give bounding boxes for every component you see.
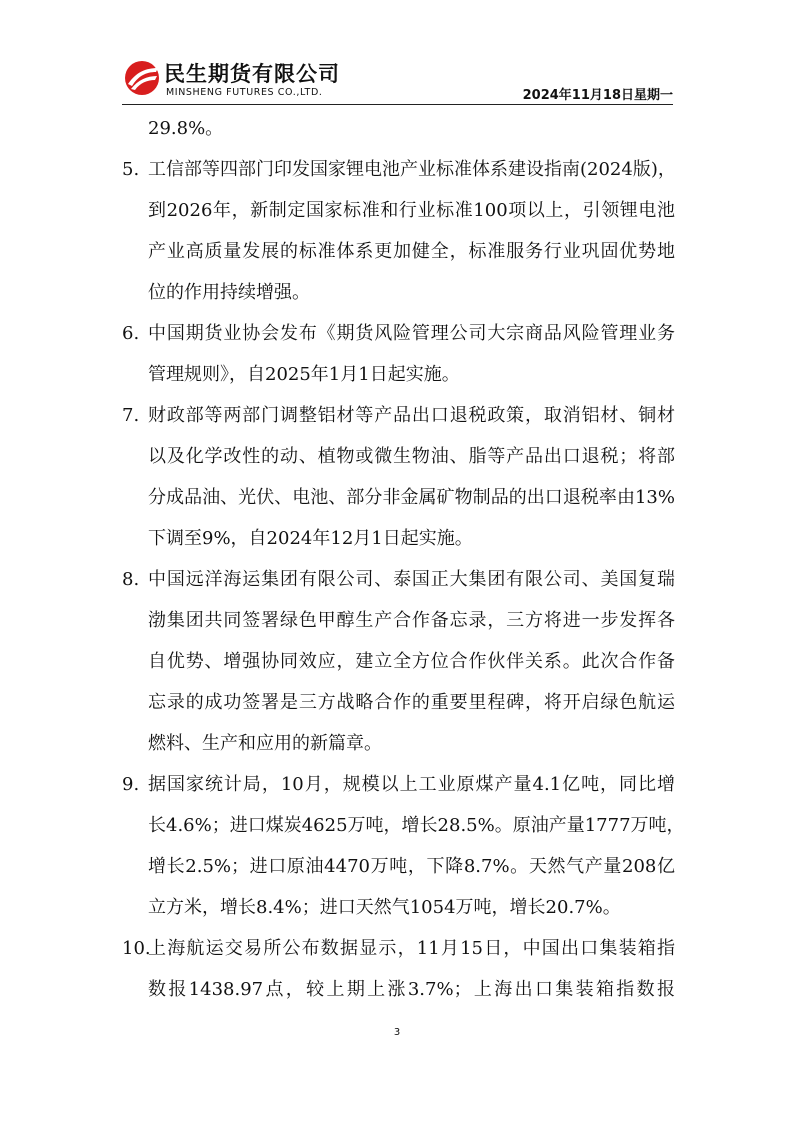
item-line: 下调至9%，自2024年12月1日起实施。 bbox=[148, 528, 473, 549]
list-item bbox=[122, 108, 675, 149]
item-line: 数报1438.97点，较上期上涨3.7%；上海出口集装箱指数报 bbox=[148, 979, 675, 1000]
item-line: 渤集团共同签署绿色甲醇生产合作备忘录，三方将进一步发挥各 bbox=[148, 610, 675, 631]
list-item bbox=[122, 149, 675, 190]
item-line: 中国远洋海运集团有限公司、泰国正大集团有限公司、美国复瑞 bbox=[148, 569, 675, 590]
report-date: 2024年11月18日星期一 bbox=[522, 88, 673, 103]
item-number: 8. bbox=[122, 569, 140, 590]
company-logo bbox=[122, 56, 362, 102]
item-line: 中国期货业协会发布《期货风险管理公司大宗商品风险管理业务 bbox=[148, 323, 675, 344]
item-line: 以及化学改性的动、植物或微生物油、脂等产品出口退税；将部 bbox=[148, 446, 675, 467]
item-line: 财政部等两部门调整铝材等产品出口退税政策，取消铝材、铜材 bbox=[148, 405, 675, 426]
item-line: 上海航运交易所公布数据显示，11月15日，中国出口集装箱指 bbox=[148, 938, 675, 959]
item-number: 10. bbox=[122, 938, 151, 959]
item-line: 自优势、增强协同效应，建立全方位合作伙伴关系。此次合作备 bbox=[148, 651, 675, 672]
list-item bbox=[122, 395, 675, 436]
item-line: 立方米，增长8.4%；进口天然气1054万吨，增长20.7%。 bbox=[148, 897, 621, 918]
item-line: 增长2.5%；进口原油4470万吨，下降8.7%。天然气产量208亿 bbox=[148, 856, 675, 877]
item-line: 位的作用持续增强。 bbox=[148, 282, 310, 303]
list-item bbox=[122, 559, 675, 600]
item-line: 据国家统计局，10月，规模以上工业原煤产量4.1亿吨，同比增 bbox=[148, 774, 675, 795]
minsheng-logo-icon bbox=[122, 58, 162, 98]
item-line: 产业高质量发展的标准体系更加健全，标准服务行业巩固优势地 bbox=[148, 241, 675, 262]
item-number: 5. bbox=[122, 159, 140, 180]
company-name-cn: 民生期货有限公司 bbox=[164, 62, 340, 86]
list-item bbox=[122, 928, 675, 969]
item-number: 7. bbox=[122, 405, 140, 426]
page-number: 3 bbox=[393, 1027, 401, 1038]
list-item bbox=[122, 764, 675, 805]
item-line: 分成品油、光伏、电池、部分非金属矿物制品的出口退税率由13% bbox=[148, 487, 675, 508]
list-item bbox=[122, 313, 675, 354]
item-line: 管理规则》，自2025年1月1日起实施。 bbox=[148, 364, 460, 385]
item-line: 燃料、生产和应用的新篇章。 bbox=[148, 733, 382, 754]
item-line: 忘录的成功签署是三方战略合作的重要里程碑，将开启绿色航运 bbox=[148, 692, 675, 713]
header-divider bbox=[122, 104, 673, 105]
page-header bbox=[122, 52, 673, 106]
item-line: 工信部等四部门印发国家锂电池产业标准体系建设指南(2024版)， bbox=[148, 159, 676, 180]
item-number: 6. bbox=[122, 323, 140, 344]
item-line: 到2026年，新制定国家标准和行业标准100项以上，引领锂电池 bbox=[148, 200, 675, 221]
company-name-en: MINSHENG FUTURES CO.,LTD. bbox=[166, 87, 323, 98]
item-number: 9. bbox=[122, 774, 140, 795]
item-line: 长4.6%；进口煤炭4625万吨，增长28.5%。原油产量1777万吨， bbox=[148, 815, 685, 836]
item-line: 29.8%。 bbox=[148, 118, 224, 139]
news-list bbox=[122, 108, 685, 1010]
